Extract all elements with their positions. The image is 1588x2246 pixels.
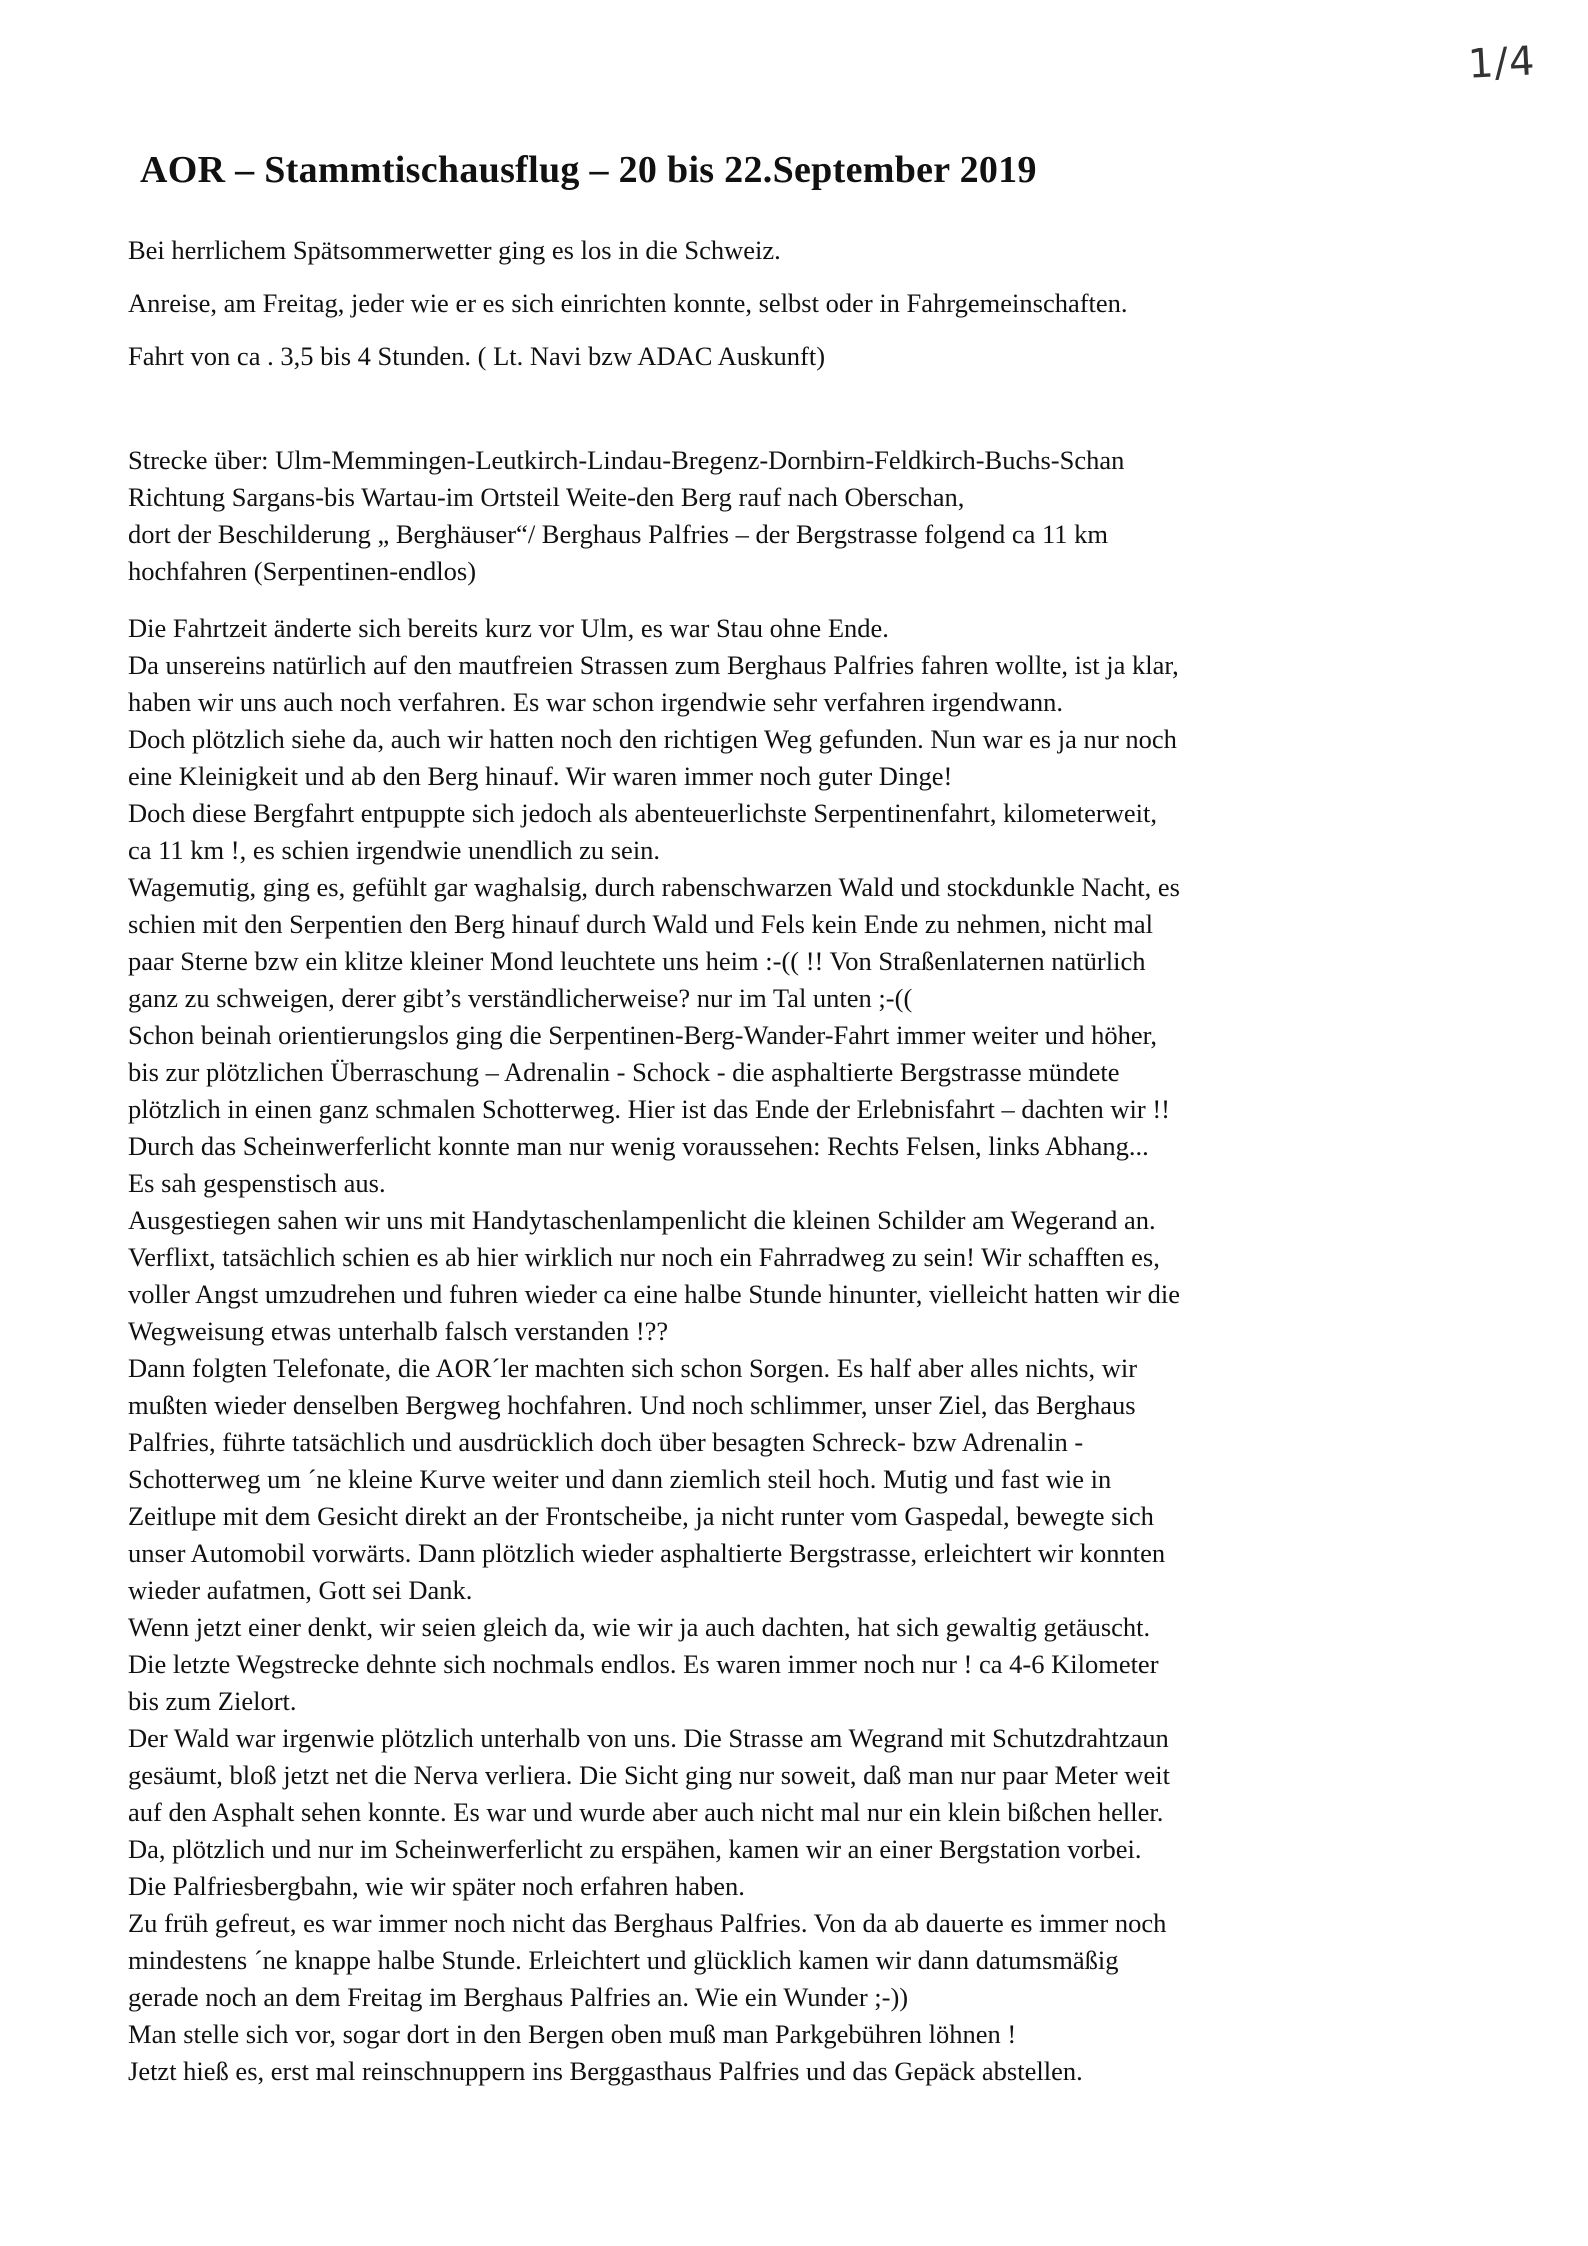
story-line: Da unsereins natürlich auf den mautfreien Strassen zum Berghaus Palfries fahren wollte, ist ja klar, [128, 650, 1179, 680]
story-line: Die Fahrtzeit änderte sich bereits kurz vor Ulm, es war Stau ohne Ende. [128, 613, 889, 643]
story-line: auf den Asphalt sehen konnte. Es war und wurde aber auch nicht mal nur ein klein bißchen heller. [128, 1797, 1164, 1827]
intro-line: Bei herrlichem Spätsommerwetter ging es los in die Schweiz. [128, 235, 781, 265]
story-line: Verflixt, tatsächlich schien es ab hier wirklich nur noch ein Fahrradweg zu sein! Wir schafften es, [128, 1242, 1160, 1272]
story-line: schien mit den Serpentien den Berg hinauf durch Wald und Fels kein Ende zu nehmen, nicht mal [128, 909, 1153, 939]
story-line: Die Palfriesbergbahn, wie wir später noch erfahren haben. [128, 1871, 745, 1901]
story-line: Doch diese Bergfahrt entpuppte sich jedoch als abenteuerlichste Serpentinenfahrt, kilometerweit, [128, 798, 1157, 828]
story-line: Da, plötzlich und nur im Scheinwerferlicht zu erspähen, kamen wir an einer Bergstation vorbei. [128, 1834, 1142, 1864]
story-line: Wegweisung etwas unterhalb falsch verstanden !?? [128, 1316, 669, 1346]
story-line: voller Angst umzudrehen und fuhren wieder ca eine halbe Stunde hinunter, vielleicht hatten wir die [128, 1279, 1180, 1309]
intro-line: Fahrt von ca . 3,5 bis 4 Stunden. ( Lt. Navi bzw ADAC Auskunft) [128, 341, 826, 371]
story-line: Ausgestiegen sahen wir uns mit Handytaschenlampenlicht die kleinen Schilder am Wegerand an. [128, 1205, 1156, 1235]
route-line: dort der Beschilderung „ Berghäuser“/ Berghaus Palfries – der Bergstrasse folgend ca 11 km [128, 519, 1108, 549]
route-paragraph [128, 442, 1468, 590]
story-line: Wagemutig, ging es, gefühlt gar waghalsig, durch rabenschwarzen Wald und stockdunkle Nacht, es [128, 872, 1180, 902]
story-line: Dann folgten Telefonate, die AOR´ler machten sich schon Sorgen. Es half aber alles nichts, wir [128, 1353, 1138, 1383]
story-line: gesäumt, bloß jetzt net die Nerva verliera. Die Sicht ging nur soweit, daß man nur paar Meter weit [128, 1760, 1171, 1790]
story-line: Palfries, führte tatsächlich und ausdrücklich doch über besagten Schreck- bzw Adrenalin - [128, 1427, 1084, 1457]
route-line: Richtung Sargans-bis Wartau-im Ortsteil Weite-den Berg rauf nach Oberschan, [128, 482, 965, 512]
story-line: ca 11 km !, es schien irgendwie unendlich zu sein. [128, 835, 661, 865]
story-line: Man stelle sich vor, sogar dort in den Bergen oben muß man Parkgebühren löhnen ! [128, 2019, 1017, 2049]
story-line: bis zum Zielort. [128, 1686, 297, 1716]
story-line: Es sah gespenstisch aus. [128, 1168, 386, 1198]
story-line: unser Automobil vorwärts. Dann plötzlich wieder asphaltierte Bergstrasse, erleichtert wir konnten [128, 1538, 1166, 1568]
route-line: hochfahren (Serpentinen-endlos) [128, 556, 477, 586]
story-line: Zeitlupe mit dem Gesicht direkt an der Frontscheibe, ja nicht runter vom Gaspedal, bewegte sich [128, 1501, 1154, 1531]
story-line: eine Kleinigkeit und ab den Berg hinauf. Wir waren immer noch guter Dinge! [128, 761, 953, 791]
story-line: Schotterweg um ´ne kleine Kurve weiter und dann ziemlich steil hoch. Mutig und fast wie in [128, 1464, 1112, 1494]
story-line: bis zur plötzlichen Überraschung – Adrenalin - Schock - die asphaltierte Bergstrasse mündete [128, 1057, 1120, 1087]
story-line: gerade noch an dem Freitag im Berghaus Palfries an. Wie ein Wunder ;-)) [128, 1982, 909, 2012]
story-line: Schon beinah orientierungslos ging die Serpentinen-Berg-Wander-Fahrt immer weiter und höher, [128, 1020, 1158, 1050]
story-line: Jetzt hieß es, erst mal reinschnuppern ins Berggasthaus Palfries und das Gepäck abstellen. [128, 2056, 1083, 2086]
story-line: mußten wieder denselben Bergweg hochfahren. Und noch schlimmer, unser Ziel, das Berghaus [128, 1390, 1136, 1420]
intro-paragraph [128, 232, 1468, 391]
route-line: Strecke über: Ulm-Memmingen-Leutkirch-Lindau-Bregenz-Dornbirn-Feldkirch-Buchs-Schan [128, 445, 1125, 475]
story-paragraph [128, 610, 1468, 2090]
story-line: Der Wald war irgenwie plötzlich unterhalb von uns. Die Strasse am Wegrand mit Schutzdrahtzaun [128, 1723, 1169, 1753]
page-number: 1/4 [1466, 38, 1537, 88]
story-line: Wenn jetzt einer denkt, wir seien gleich da, wie wir ja auch dachten, hat sich gewaltig getäuscht. [128, 1612, 1151, 1642]
intro-line: Anreise, am Freitag, jeder wie er es sich einrichten konnte, selbst oder in Fahrgemeinschaften. [128, 288, 1128, 318]
story-line: wieder aufatmen, Gott sei Dank. [128, 1575, 473, 1605]
story-line: haben wir uns auch noch verfahren. Es war schon irgendwie sehr verfahren irgendwann. [128, 687, 1064, 717]
story-line: Zu früh gefreut, es war immer noch nicht das Berghaus Palfries. Von da ab dauerte es immer noch [128, 1908, 1167, 1938]
story-line: plötzlich in einen ganz schmalen Schotterweg. Hier ist das Ende der Erlebnisfahrt – dachten wir !! [128, 1094, 1170, 1124]
story-line: Durch das Scheinwerferlicht konnte man nur wenig voraussehen: Rechts Felsen, links Abhang... [128, 1131, 1149, 1161]
story-line: paar Sterne bzw ein klitze kleiner Mond leuchtete uns heim :-(( !! Von Straßenlaternen natürlich [128, 946, 1146, 976]
story-line: Doch plötzlich siehe da, auch wir hatten noch den richtigen Weg gefunden. Nun war es ja nur noch [128, 724, 1177, 754]
story-line: ganz zu schweigen, derer gibt’s verständlicherweise? nur im Tal unten ;-(( [128, 983, 913, 1013]
story-line: Die letzte Wegstrecke dehnte sich nochmals endlos. Es waren immer noch nur ! ca 4-6 Kilometer [128, 1649, 1159, 1679]
document-title: AOR – Stammtischausflug – 20 bis 22.September 2019 [140, 149, 1037, 191]
story-line: mindestens ´ne knappe halbe Stunde. Erleichtert und glücklich kamen wir dann datumsmäßig [128, 1945, 1119, 1975]
